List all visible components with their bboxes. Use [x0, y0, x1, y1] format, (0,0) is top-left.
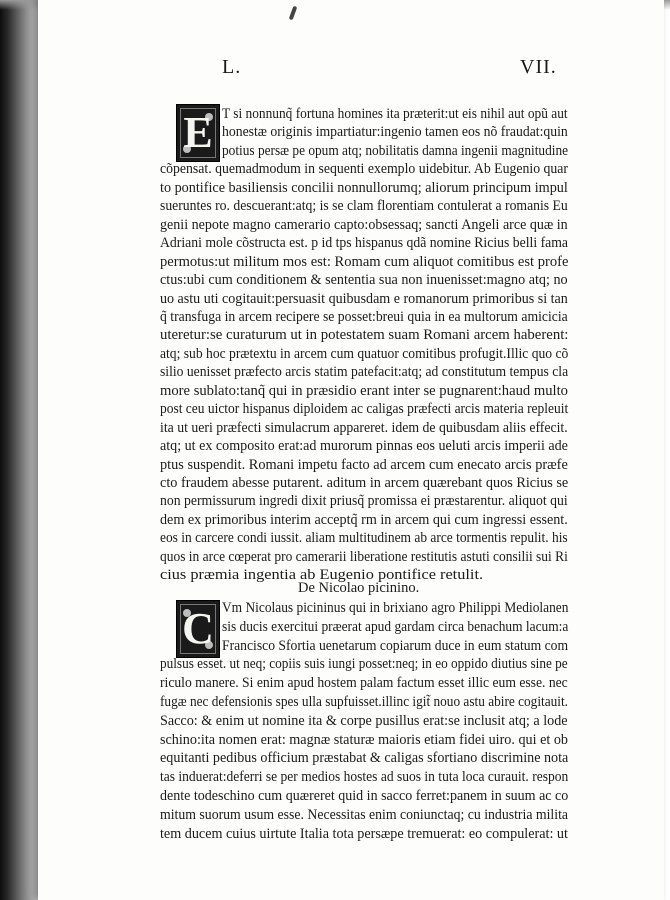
text-line: dente todeschino cum quæreret quid in sacco ferret:panem in suum ac co: [160, 788, 569, 804]
text-line: q̃ transfuga in arcem recipere se posset:breui quia in ea multorum amicicia: [160, 308, 568, 325]
initial-letter: C: [182, 604, 214, 653]
text-line: silio uenisset præfecto arcis statim patefacit:atq; ad constitutum tempus cla: [160, 364, 569, 381]
text-line: ptus suspendit. Romani impetu facto ad arcem cum enecato arcis præfe: [160, 456, 568, 473]
text-line: dem ex primoribus interim acceptq̃ rm in arcem qui cum ingressi essent.: [160, 511, 568, 528]
text-line: schino:ita nomen erat: magnæ staturæ maioris etiam fidei uiro. qui et ob: [160, 731, 568, 748]
text-line: more sublato:tanq̃ qui in præsidio erant inter se pugnarent:haud multo: [160, 382, 568, 399]
text-line: sueruntes ro. descuerant:atq; is se clam florentiam contulerat a romanis Eu: [160, 198, 568, 215]
text-line: genii nepote magno camerario capto:obsessaq; sancti Angeli arce quæ in: [160, 216, 568, 233]
text-line: tem ducem cuius uirtute Italia tota persæpe tremuerat: eo compulerat: ut: [160, 825, 568, 842]
text-line: cto fraudem abesse putarent. aditum in arcem quærebant quos Ricius se: [160, 475, 569, 491]
text-line: non permissurum ingredi dixit priusq̃ promissa ei præstarentur. aliquot qui: [160, 493, 568, 510]
text-line: Sacco: & enim ut nomine ita & corpe pusillus erat:se inclusit atq; a lode: [160, 712, 568, 729]
initial-letter: E: [183, 108, 213, 157]
text-line: post ceu uictor hispanus diploidem ac caligas præfecti arcis materia repleuit: [160, 401, 569, 418]
text-line: ita ut ueri præfecti simulacrum appareret. idem de quibusdam aliis effecit.: [160, 419, 568, 436]
page-header-left: L.: [222, 56, 242, 78]
text-line: atq; sub hoc prætextu in arcem cum quatuor comitibus profugit.Illic quo cõ: [160, 345, 569, 362]
text-line: honestæ originis impartiatur:ingenio tamen eos nõ fraudat:quin: [222, 124, 568, 141]
text-line: riculo manere. Si enim apud hostem palam factum esset illic eum esse. nec: [160, 675, 568, 692]
text-line: mitum suorum usum esse. Necessitas enim coniunctaq; cu industria milita: [160, 806, 569, 823]
text-line: Francisco Sfortia uenetarum copiarum duce in eum statum com: [222, 637, 569, 654]
text-line: T si nonnunq̃ fortuna homines ita præterit:ut eis nihil aut opũ aut: [222, 106, 568, 122]
text-line: atq; ut ex composito erat:ad murorum pinnas eos ueluti arcis imperii ade: [160, 438, 568, 455]
text-line: eos in carcere condi iussit. aliam multitudinem ab arce tormentis repulit. his: [160, 530, 568, 547]
text-line: Vm Nicolaus picininus qui in brixiano agro Philippi Mediolanen: [222, 600, 569, 616]
ink-speck: [289, 6, 298, 21]
text-line: uo astu uti cogitauit:persuasit quibusdam e romanorum primoribus si tan: [160, 290, 568, 307]
page-header-right: VII.: [520, 56, 557, 78]
text-line: cõpensat. quemadmodum in sequenti exemplo uidebitur. Ab Eugenio quar: [160, 161, 569, 178]
text-line: pulsus esset. ut neq; copiis suis iungi posset:neq; in eo oppido diutius sine pe: [160, 656, 568, 673]
text-line: cius præmia ingentia ab Eugenio pontifice retulit.: [160, 567, 484, 584]
text-line: Adriani mole cõstructa est. p id tps hispanus qdã nomine Ricius belli fama: [160, 235, 568, 252]
text-line: equitanti pedibus officium præstabat & caligas sfortiano discrimine nota: [160, 750, 569, 767]
text-line: to pontifice basiliensis concilii nonnullorumq; aliorum principum impul: [160, 179, 568, 196]
decorated-initial-e: [176, 104, 220, 162]
text-line: uteretur:se curaturum ut in potestatem suam Romani arcem haberent:: [160, 327, 569, 344]
text-line: potius persæ pe opum atq; nobilitatis damna ingenii magnitudine: [222, 142, 569, 159]
text-line: fugæ nec defensionis spes ulla supfuisset.illinc igit̃ nouo astu abire cogitauit.: [160, 694, 569, 710]
text-line: tas induerat:deferri se per medios hostes ad suos in tuta loca curauit. respon: [160, 769, 569, 786]
decorated-initial-c: [176, 600, 220, 658]
text-line: ctus:ubi cum conditionem & sententia sua non inuenisset:magno atq; no: [160, 272, 568, 289]
section-heading: De Nicolao picinino.: [298, 580, 420, 596]
text-line: sis ducis exercitui præerat apud gardam circa benachum lacum:a: [222, 618, 569, 635]
text-line: quos in arce cœperat pro camerarii liberatione restitutis astuti consilii sui Ri: [160, 548, 568, 565]
text-line: permotus:ut militum mos est: Romam cum aliquot comitibus est profe: [160, 253, 569, 270]
